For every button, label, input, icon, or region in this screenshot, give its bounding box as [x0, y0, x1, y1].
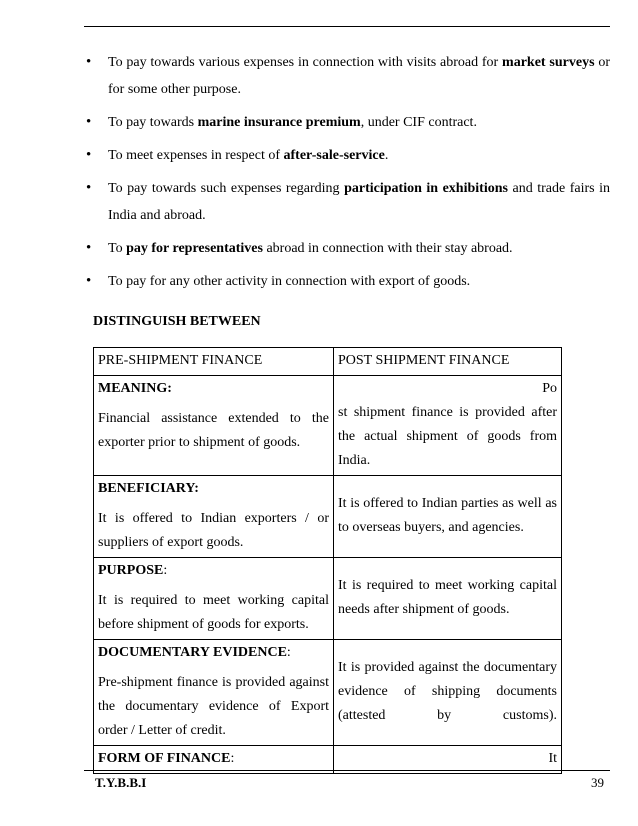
cell-text: Financial assistance extended to the exporter prior to shipment of goods. — [98, 411, 329, 450]
row-label: BENEFICIARY: — [98, 481, 199, 496]
table-header-row — [94, 348, 562, 376]
cell-text: It is required to meet working capital before shipment of goods for exports. — [98, 593, 329, 632]
bullet-list — [84, 49, 610, 301]
row-label: DOCUMENTARY EVIDENCE: — [98, 645, 291, 660]
column-header-post-shipment: POST SHIPMENT FINANCE — [334, 348, 562, 376]
cell-text: st shipment finance is provided after the actual shipment of goods from India. — [338, 405, 557, 468]
table-row — [94, 558, 562, 640]
row-label: PURPOSE: — [98, 563, 168, 578]
bullet-item: • To pay towards various expenses in connection with visits abroad for market surveys or for some other purpose. — [84, 49, 610, 103]
cell-text: It is offered to Indian exporters / or suppliers of export goods. — [98, 511, 329, 550]
page-number: 39 — [591, 775, 604, 790]
cell-text: It is required to meet working capital needs after shipment of goods. — [338, 578, 557, 617]
cell-text-fragment: It — [548, 751, 557, 766]
table-row — [94, 640, 562, 746]
bullet-item: • To pay for any other activity in connection with export of goods. — [84, 268, 610, 295]
cell-text: Pre-shipment finance is provided against the documentary evidence of Export order / Letter of credit. — [98, 675, 329, 738]
footer-rule — [84, 770, 610, 771]
section-heading: DISTINGUISH BETWEEN — [93, 314, 261, 329]
row-label: MEANING: — [98, 381, 172, 396]
footer-course: T.Y.B.B.I — [95, 775, 147, 790]
cell-text: It is provided against the documentary evidence of shipping documents (attested by customs). — [338, 660, 557, 723]
bullet-item: • To pay towards marine insurance premium, under CIF contract. — [84, 109, 610, 136]
header-rule — [84, 26, 610, 27]
cell-meaning-post — [334, 376, 562, 476]
cell-beneficiary-pre — [94, 476, 334, 558]
bullet-item: • To pay for representatives abroad in connection with their stay abroad. — [84, 235, 610, 262]
cell-meaning-pre — [94, 376, 334, 476]
comparison-table — [93, 347, 562, 774]
bullet-item: • To meet expenses in respect of after-sale-service. — [84, 142, 610, 169]
cell-purpose-post — [334, 558, 562, 640]
row-label: FORM OF FINANCE: — [98, 751, 235, 766]
cell-beneficiary-post — [334, 476, 562, 558]
cell-evidence-pre — [94, 640, 334, 746]
table-row — [94, 376, 562, 476]
column-header-pre-shipment: PRE-SHIPMENT FINANCE — [94, 348, 334, 376]
cell-text: It is offered to Indian parties as well as to overseas buyers, and agencies. — [338, 496, 557, 535]
bullet-item: • To pay towards such expenses regarding participation in exhibitions and trade fairs in India and abroad. — [84, 175, 610, 229]
cell-purpose-pre — [94, 558, 334, 640]
cell-text-fragment: Po — [542, 381, 557, 396]
cell-evidence-post — [334, 640, 562, 746]
table-row — [94, 476, 562, 558]
